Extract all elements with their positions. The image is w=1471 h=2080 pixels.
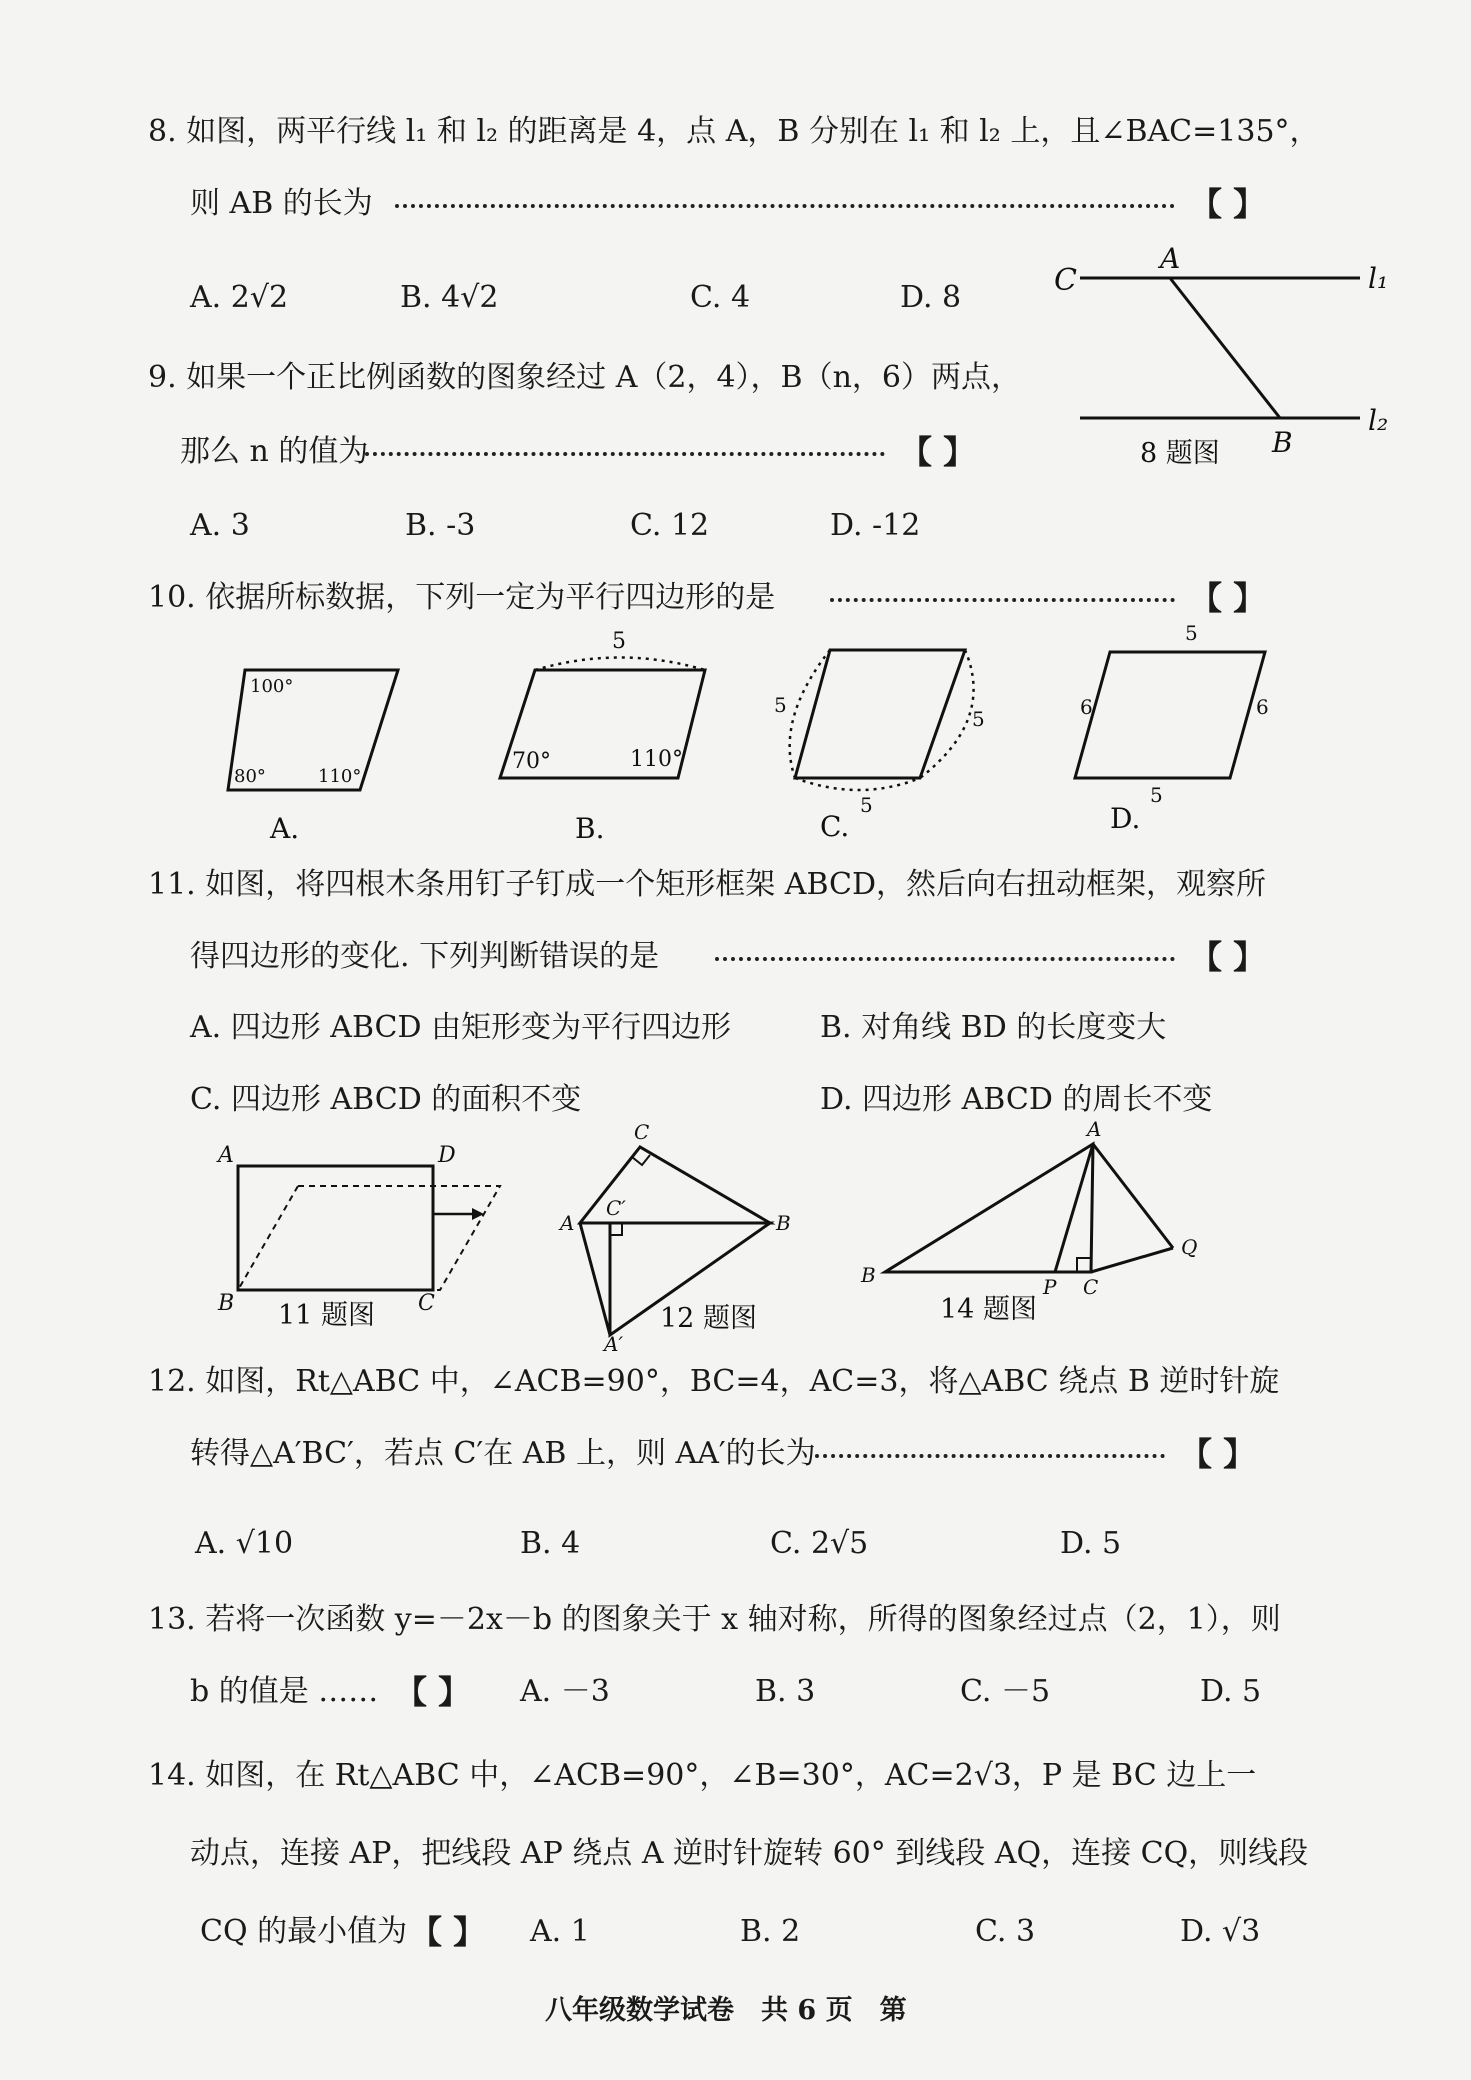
q10-option-c: C. bbox=[820, 810, 850, 843]
q8-leader-dots bbox=[395, 204, 1175, 208]
q10-c-label-left: 5 bbox=[774, 693, 787, 717]
q12-label-b: B bbox=[776, 1211, 791, 1235]
q11-leader-dots bbox=[715, 957, 1175, 961]
q10-d-label-right: 6 bbox=[1256, 695, 1269, 719]
q14-stem-line3: CQ 的最小值为 bbox=[200, 1914, 408, 1949]
q14-label-c: C bbox=[1083, 1275, 1099, 1299]
q10-b-angle-70: 70° bbox=[512, 749, 551, 774]
q14-label-q: Q bbox=[1181, 1235, 1198, 1259]
q9-option-c[interactable]: C. 12 bbox=[630, 508, 710, 543]
q10-option-a: A. bbox=[270, 812, 300, 845]
q14-figure-caption: 14 题图 bbox=[940, 1294, 1037, 1325]
q14-option-a[interactable]: A. 1 bbox=[530, 1914, 590, 1949]
q13-stem-line2: b 的值是 …… bbox=[190, 1674, 379, 1709]
q10-option-b: B. bbox=[575, 812, 605, 845]
q10-figure-b bbox=[500, 629, 705, 845]
q8-label-b: B bbox=[1272, 426, 1293, 459]
q11-figure-caption: 11 题图 bbox=[278, 1300, 375, 1331]
q10-d-label-top: 5 bbox=[1185, 621, 1198, 645]
q14-figure bbox=[855, 1117, 1225, 1330]
q9-answer-bracket[interactable]: 【 】 bbox=[900, 433, 976, 471]
q10-c-label-bottom: 5 bbox=[860, 793, 873, 817]
q12-leader-dots bbox=[815, 1454, 1165, 1458]
q10-d-label-left: 6 bbox=[1080, 695, 1093, 719]
q10-leader-dots bbox=[830, 598, 1175, 602]
q12-label-c: C bbox=[634, 1120, 650, 1144]
q10-answer-bracket[interactable]: 【 】 bbox=[1190, 579, 1266, 617]
q10-a-angle-bl: 80° bbox=[234, 766, 266, 787]
q10-stem: 10. 依据所标数据，下列一定为平行四边形的是 bbox=[148, 580, 776, 615]
q11-option-b[interactable]: B. 对角线 BD 的长度变大 bbox=[820, 1010, 1167, 1045]
q13-stem-line1: 13. 若将一次函数 y=－2x－b 的图象关于 x 轴对称，所得的图象经过点（2，1），则 bbox=[148, 1602, 1281, 1637]
q14-label-a: A bbox=[1087, 1117, 1102, 1141]
q8-option-b[interactable]: B. 4√2 bbox=[400, 280, 499, 315]
q8-option-c[interactable]: C. 4 bbox=[690, 280, 751, 315]
q10-b-label-5: 5 bbox=[612, 629, 626, 654]
q10-figure-a bbox=[228, 670, 398, 845]
q11-label-d: D bbox=[438, 1143, 456, 1168]
q14-answer-bracket[interactable]: 【 】 bbox=[410, 1913, 486, 1951]
q8-option-a[interactable]: A. 2√2 bbox=[190, 280, 289, 315]
q11-label-b: B bbox=[218, 1291, 235, 1316]
q10-a-angle-top: 100° bbox=[250, 676, 294, 697]
q11-answer-bracket[interactable]: 【 】 bbox=[1190, 938, 1266, 976]
q10-figures bbox=[200, 621, 1300, 850]
q9-option-d[interactable]: D. -12 bbox=[830, 508, 921, 543]
q12-figure bbox=[550, 1115, 810, 1356]
q8-label-c: C bbox=[1054, 263, 1077, 298]
page-footer: 八年级数学试卷 共 6 页 第 bbox=[545, 1995, 907, 2026]
q13-option-b[interactable]: B. 3 bbox=[755, 1674, 816, 1709]
q11-option-c[interactable]: C. 四边形 ABCD 的面积不变 bbox=[190, 1082, 582, 1117]
q13-option-c[interactable]: C. －5 bbox=[960, 1674, 1051, 1709]
q13-answer-bracket[interactable]: 【 】 bbox=[395, 1673, 471, 1711]
q12-answer-bracket[interactable]: 【 】 bbox=[1180, 1435, 1256, 1473]
q10-option-d: D. bbox=[1110, 802, 1141, 835]
q11-stem-line1: 11. 如图，将四根木条用钉子钉成一个矩形框架 ABCD，然后向右扭动框架，观察所 bbox=[148, 867, 1267, 902]
q12-option-d[interactable]: D. 5 bbox=[1060, 1526, 1122, 1561]
q11-label-c: C bbox=[418, 1291, 435, 1316]
q13-option-d[interactable]: D. 5 bbox=[1200, 1674, 1262, 1709]
q8-label-l2: l₂ bbox=[1368, 404, 1389, 437]
q8-figure-caption: 8 题图 bbox=[1140, 438, 1220, 469]
q8-answer-bracket[interactable]: 【 】 bbox=[1190, 185, 1266, 223]
q12-label-a: A bbox=[560, 1211, 575, 1235]
q11-figure bbox=[210, 1140, 530, 1330]
q10-figure-d bbox=[1075, 621, 1269, 835]
q13-option-a[interactable]: A. －3 bbox=[520, 1674, 610, 1709]
q12-option-a[interactable]: A. √10 bbox=[195, 1526, 294, 1561]
q9-option-a[interactable]: A. 3 bbox=[190, 508, 250, 543]
q11-label-a: A bbox=[218, 1143, 234, 1168]
q10-d-label-bottom: 5 bbox=[1150, 783, 1163, 807]
q8-figure bbox=[1040, 240, 1400, 470]
q8-label-a: A bbox=[1160, 242, 1181, 275]
q9-leader-dots bbox=[365, 452, 885, 456]
q14-stem-line1: 14. 如图，在 Rt△ABC 中，∠ACB=90°，∠B=30°，AC=2√3，P 是 BC 边上一 bbox=[148, 1758, 1257, 1793]
q14-label-b: B bbox=[861, 1263, 876, 1287]
q8-stem-line1: 8. 如图，两平行线 l₁ 和 l₂ 的距离是 4，点 A，B 分别在 l₁ 和 l₂ 上，且∠BAC=135°， bbox=[148, 114, 1320, 149]
q8-stem-line2: 则 AB 的长为 bbox=[190, 186, 373, 221]
q9-option-b[interactable]: B. -3 bbox=[405, 508, 476, 543]
q8-option-d[interactable]: D. 8 bbox=[900, 280, 962, 315]
q11-stem-line2: 得四边形的变化. 下列判断错误的是 bbox=[190, 939, 660, 974]
q12-label-c-prime: C′ bbox=[606, 1196, 626, 1220]
q12-option-c[interactable]: C. 2√5 bbox=[770, 1526, 869, 1561]
q8-segment-ab bbox=[1170, 278, 1280, 418]
q14-option-d[interactable]: D. √3 bbox=[1180, 1914, 1261, 1949]
q10-figure-c bbox=[774, 650, 985, 843]
q9-stem-line2: 那么 n 的值为 bbox=[180, 434, 369, 469]
q14-label-p: P bbox=[1043, 1275, 1057, 1299]
q8-label-l1: l₁ bbox=[1368, 262, 1389, 295]
q12-stem-line2: 转得△A′BC′，若点 C′在 AB 上，则 AA′的长为 bbox=[190, 1436, 816, 1471]
q11-option-d[interactable]: D. 四边形 ABCD 的周长不变 bbox=[820, 1082, 1213, 1117]
q14-option-c[interactable]: C. 3 bbox=[975, 1914, 1036, 1949]
q12-figure-caption: 12 题图 bbox=[660, 1303, 757, 1334]
q12-stem-line1: 12. 如图，Rt△ABC 中，∠ACB=90°，BC=4，AC=3，将△ABC 绕点 B 逆时针旋 bbox=[148, 1364, 1280, 1399]
q12-option-b[interactable]: B. 4 bbox=[520, 1526, 581, 1561]
q10-b-angle-110: 110° bbox=[630, 747, 683, 772]
q10-c-label-right: 5 bbox=[972, 707, 985, 731]
q9-stem-line1: 9. 如果一个正比例函数的图象经过 A（2，4），B（n，6）两点， bbox=[148, 360, 1021, 395]
q14-option-b[interactable]: B. 2 bbox=[740, 1914, 801, 1949]
q11-option-a[interactable]: A. 四边形 ABCD 由矩形变为平行四边形 bbox=[190, 1010, 732, 1045]
q14-stem-line2: 动点，连接 AP，把线段 AP 绕点 A 逆时针旋转 60° 到线段 AQ，连接 CQ，则线段 bbox=[190, 1836, 1309, 1871]
q10-a-angle-br: 110° bbox=[318, 766, 362, 787]
q12-label-a-prime: A′ bbox=[604, 1332, 623, 1356]
